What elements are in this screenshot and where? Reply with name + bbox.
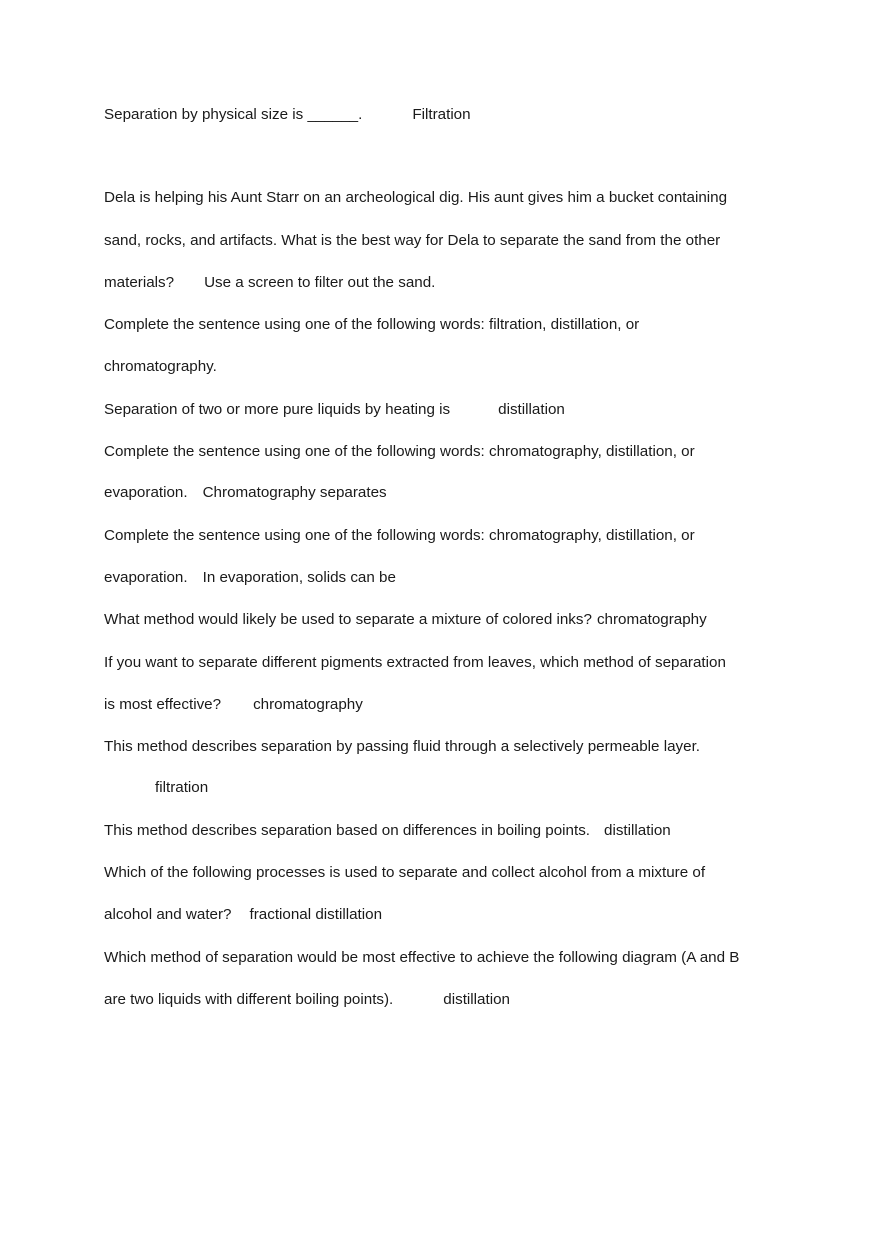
answer-text: fractional distillation: [249, 906, 383, 923]
text-line: [104, 568, 396, 588]
text-line: [104, 821, 671, 841]
answer-text: distillation: [604, 822, 671, 839]
answer-text: Filtration: [412, 106, 471, 123]
question-text: Which method of separation would be most effective to achieve the following diagram (A and B: [104, 949, 740, 966]
text-line: [104, 188, 727, 208]
text-line: [104, 315, 639, 335]
question-text: Complete the sentence using one of the following words: chromatography, distillation, or: [104, 443, 695, 460]
text-line: [104, 357, 217, 377]
question-text: Separation of two or more pure liquids by heating is: [104, 401, 451, 418]
question-text: Separation by physical size is ______.: [104, 106, 363, 123]
text-line: [104, 105, 471, 125]
answer-text: In evaporation, solids can be: [202, 569, 396, 586]
text-line: [104, 231, 720, 251]
text-line: [104, 610, 707, 630]
question-text: Dela is helping his Aunt Starr on an archeological dig. His aunt gives him a bucket containing: [104, 189, 728, 206]
text-line: [104, 737, 700, 757]
question-text: chromatography.: [104, 358, 217, 375]
question-text: is most effective?: [104, 696, 222, 713]
question-text: are two liquids with different boiling points).: [104, 991, 394, 1008]
question-text: Which of the following processes is used to separate and collect alcohol from a mixture of: [104, 864, 706, 881]
text-line: [104, 526, 695, 546]
text-line: [104, 990, 510, 1010]
question-text: This method describes separation by passing fluid through a selectively permeable layer.: [104, 738, 701, 755]
text-line: [104, 695, 363, 715]
text-line: [104, 400, 565, 420]
text-line: [104, 948, 739, 968]
question-text: sand, rocks, and artifacts. What is the best way for Dela to separate the sand from the other: [104, 232, 721, 249]
question-text: alcohol and water?: [104, 906, 232, 923]
question-text: This method describes separation based on differences in boiling points.: [104, 822, 591, 839]
answer-text: distillation: [443, 991, 510, 1008]
text-line: [104, 273, 435, 293]
text-line: [104, 863, 705, 883]
text-line: [104, 442, 695, 462]
question-text: evaporation.: [104, 484, 188, 501]
answer-text: filtration: [155, 779, 209, 796]
text-line: [155, 778, 208, 798]
text-line: [104, 483, 387, 503]
question-text: evaporation.: [104, 569, 188, 586]
text-line: [104, 653, 726, 673]
question-text: Complete the sentence using one of the following words: chromatography, distillation, or: [104, 527, 695, 544]
question-text: What method would likely be used to separate a mixture of colored inks?: [104, 611, 592, 628]
question-text: materials?: [104, 274, 175, 291]
answer-text: chromatography: [596, 611, 707, 628]
question-text: Complete the sentence using one of the following words: filtration, distillation, or: [104, 316, 640, 333]
answer-text: Chromatography separates: [202, 484, 387, 501]
answer-text: chromatography: [253, 696, 363, 713]
answer-text: Use a screen to filter out the sand.: [204, 274, 436, 291]
question-text: If you want to separate different pigments extracted from leaves, which method of separation: [104, 654, 726, 671]
text-line: [104, 905, 382, 925]
answer-text: distillation: [498, 401, 565, 418]
